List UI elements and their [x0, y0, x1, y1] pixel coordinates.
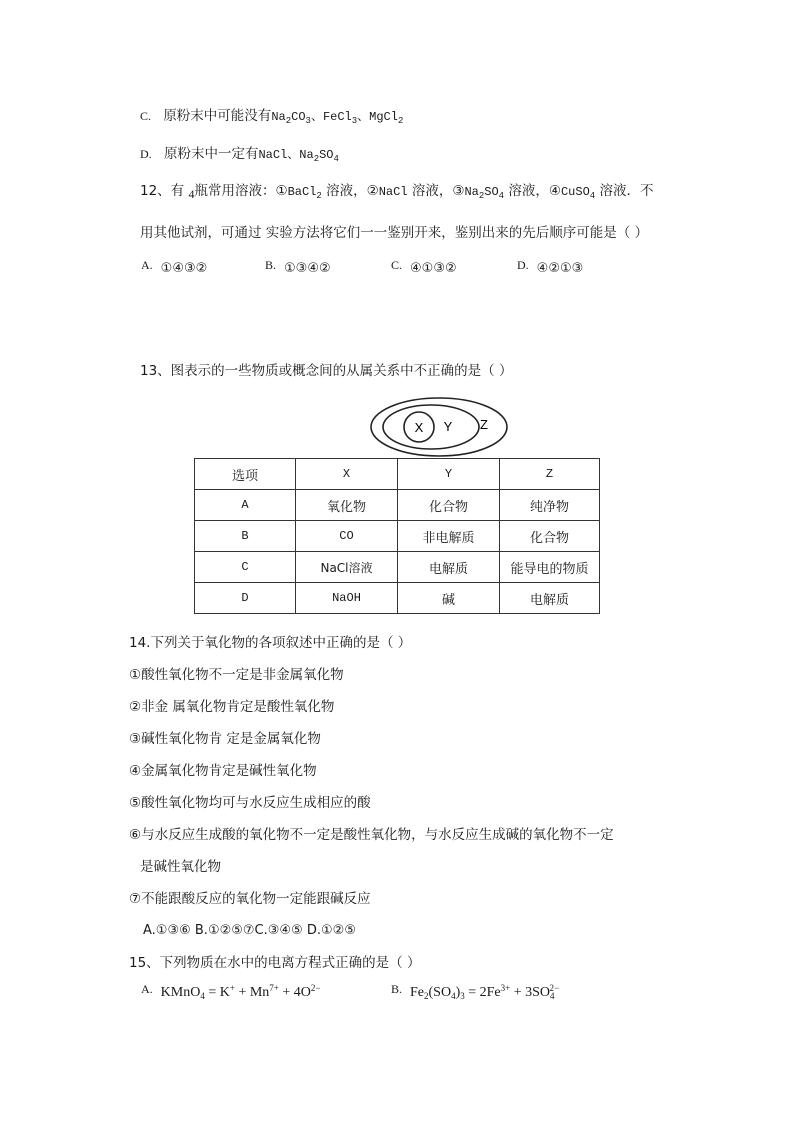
table-cell: 化合物	[500, 521, 600, 552]
q12-stem-line2: 用其他试剂，可通过 实验方法将它们一一鉴别开来，鉴别出来的先后顺序可能是（ ）	[140, 225, 649, 241]
table-row	[195, 583, 600, 614]
q14-item-6: ⑥与水反应生成酸的氧化物不一定是酸性氧化物，与水反应生成碱的氧化物不一定	[129, 827, 614, 843]
header-cell: X	[296, 459, 398, 490]
table-cell: D	[195, 583, 296, 614]
q14-item-3: ③碱性氧化物肯 定是金属氧化物	[129, 731, 321, 747]
table-cell: C	[195, 552, 296, 583]
q15-option-b: B. $Fe_2(SO_4)_3 = 2Fe^{3+} + 3SO_4^{2-}$	[391, 982, 560, 1001]
q14-item-6-cont: 是碱性氧化物	[140, 859, 221, 875]
q14-stem: 14.下列关于氧化物的各项叙述中正确的是（ ）	[129, 635, 412, 651]
q13-table	[194, 458, 600, 614]
table-row	[195, 490, 600, 521]
q11-option-c: C. 原粉末中可能没有$Na_2CO_3$、FeCl$_3$、MgCl$_2$	[140, 108, 404, 126]
q13-venn-diagram	[368, 394, 510, 460]
q12-option-d: D. ④②①③	[517, 258, 584, 276]
table-row	[195, 552, 600, 583]
q11-option-d: D. 原粉末中一定有NaCl、$Na_2SO_4$	[140, 146, 339, 164]
table-cell: 化合物	[398, 490, 500, 521]
table-cell: 能导电的物质	[500, 552, 600, 583]
q12-stem-line1: 12、有 4瓶常用溶液：①BaCl$_2$ 溶液，②NaCl 溶液，$③Na_2SO_4$ 溶液，④CuSO$_4$ 溶液．不	[140, 183, 654, 201]
table-cell: CO	[296, 521, 398, 552]
venn-label-z: Z	[480, 417, 488, 432]
q11-option-c-formula: $Na_2CO_3$、FeCl$_3$、MgCl$_2$	[271, 110, 404, 126]
q11-option-d-formula: NaCl、$Na_2SO_4$	[258, 148, 339, 164]
q12-option-c: C. ④①③②	[391, 258, 457, 276]
table-cell: NaCl溶液	[296, 552, 398, 583]
venn-label-y: Y	[443, 419, 453, 434]
q12-option-a: A. ①④③②	[141, 258, 208, 276]
header-cell: 选项	[195, 459, 296, 490]
table-cell: 纯净物	[500, 490, 600, 521]
q15-option-a: A. KMnO$_4$ = $K^+ + Mn^{7+} + 4O^{2-}$	[141, 982, 321, 1001]
q15-option-b-equation: $Fe_2(SO_4)_3 = 2Fe^{3+} + 3SO_4^{2-}$	[410, 983, 560, 1001]
q14-item-1: ①酸性氧化物不一定是非金属氧化物	[129, 667, 344, 683]
table-row	[195, 521, 600, 552]
table-cell: 氧化物	[296, 490, 398, 521]
venn-middle-ellipse	[383, 405, 479, 449]
table-cell: 碱	[398, 583, 500, 614]
table-cell: 非电解质	[398, 521, 500, 552]
table-cell: 电解质	[398, 552, 500, 583]
venn-label-x: X	[414, 420, 424, 435]
q14-item-2: ②非金 属氧化物肯定是酸性氧化物	[129, 699, 335, 715]
q12-option-b: B. ①③④②	[265, 258, 331, 276]
table-header-row	[195, 459, 600, 490]
q14-item-5: ⑤酸性氧化物均可与水反应生成相应的酸	[129, 795, 371, 811]
q15-stem: 15、下列物质在水中的电离方程式正确的是（ ）	[129, 955, 421, 971]
q14-item-4: ④金属氧化物肯定是碱性氧化物	[129, 763, 317, 779]
header-cell: Z	[500, 459, 600, 490]
q14-item-7: ⑦不能跟酸反应的氧化物一定能跟碱反应	[129, 891, 371, 907]
table-cell: B	[195, 521, 296, 552]
table-cell: A	[195, 490, 296, 521]
table-cell: 电解质	[500, 583, 600, 614]
q15-option-a-equation: KMnO$_4$ = $K^+ + Mn^{7+} + 4O^{2-}$	[160, 983, 321, 1001]
header-cell: Y	[398, 459, 500, 490]
table-cell: NaOH	[296, 583, 398, 614]
q14-answers: A.①③⑥ B.①②⑤⑦C.③④⑤ D.①②⑤	[143, 923, 356, 938]
q13-stem: 13、图表示的一些物质或概念间的从属关系中不正确的是（ ）	[140, 363, 513, 379]
